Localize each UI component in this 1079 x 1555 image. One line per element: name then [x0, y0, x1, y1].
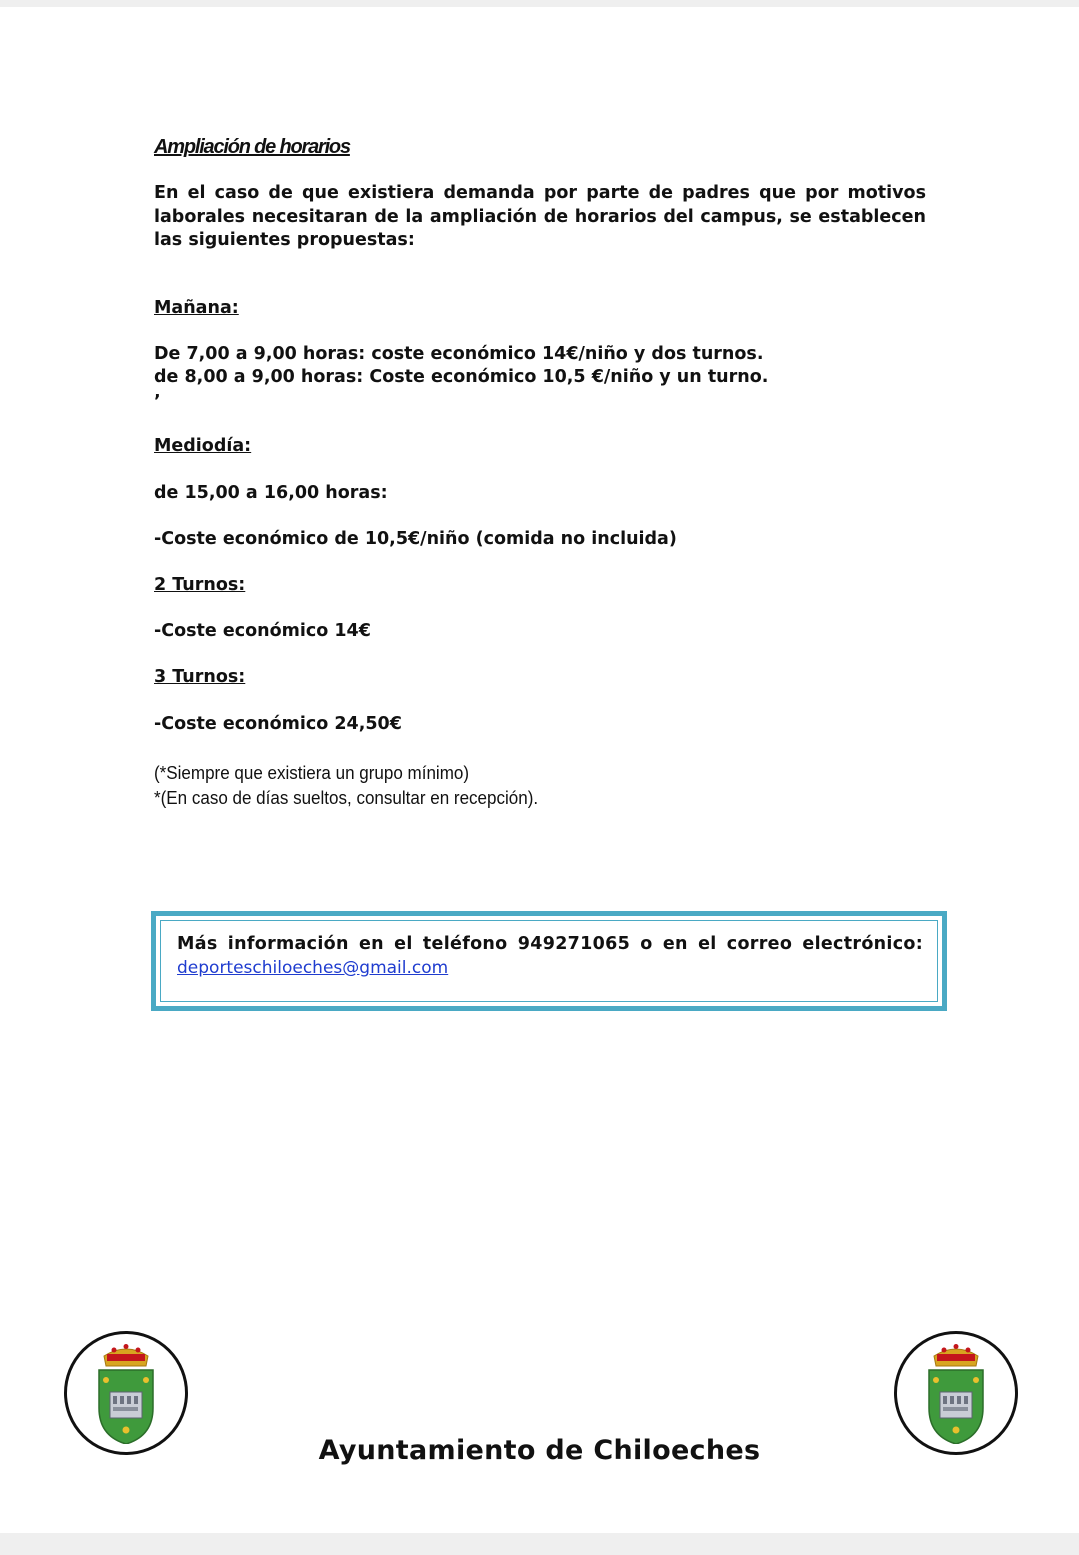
footer-title: Ayuntamiento de Chiloeches: [318, 1435, 761, 1466]
note-single-days: *(En caso de días sueltos, consultar en recepción).: [154, 787, 539, 808]
bottom-band: [0, 1533, 1079, 1555]
note-minimum-group: (*Siempre que existiera un grupo mínimo): [154, 762, 470, 783]
info-box-inner: [160, 920, 938, 1002]
coat-of-arms-icon: [926, 1344, 986, 1444]
stray-mark: ’: [154, 392, 161, 412]
turnos2-heading: 2 Turnos:: [154, 575, 246, 595]
manana-line-1: De 7,00 a 9,00 horas: coste económico 14€/niño y dos turnos.: [154, 344, 764, 364]
turnos2-cost: -Coste económico 14€: [154, 621, 371, 641]
turnos3-cost: -Coste económico 24,50€: [154, 714, 402, 734]
info-box: [151, 911, 947, 1011]
manana-line-2: de 8,00 a 9,00 horas: Coste económico 10,5 €/niño y un turno.: [154, 367, 769, 387]
page-title: Ampliación de horarios: [154, 136, 350, 158]
turnos3-heading: 3 Turnos:: [154, 667, 246, 687]
manana-heading: Mañana:: [154, 298, 239, 318]
mediodia-hours: de 15,00 a 16,00 horas:: [154, 483, 388, 503]
top-band: [0, 0, 1079, 7]
coat-of-arms-icon: [96, 1344, 156, 1444]
intro-paragraph: En el caso de que existiera demanda por parte de padres que por motivos laborales necesitaran de la ampliación de horarios del campus, se establecen las siguientes propuestas:: [154, 183, 926, 250]
mediodia-cost: -Coste económico de 10,5€/niño (comida no incluida): [154, 529, 677, 549]
mediodia-heading: Mediodía:: [154, 436, 252, 456]
email-link[interactable]: deporteschiloeches@gmail.com: [177, 958, 449, 978]
info-text: Más información en el teléfono 949271065 o en el correo electrónico:: [177, 934, 923, 954]
